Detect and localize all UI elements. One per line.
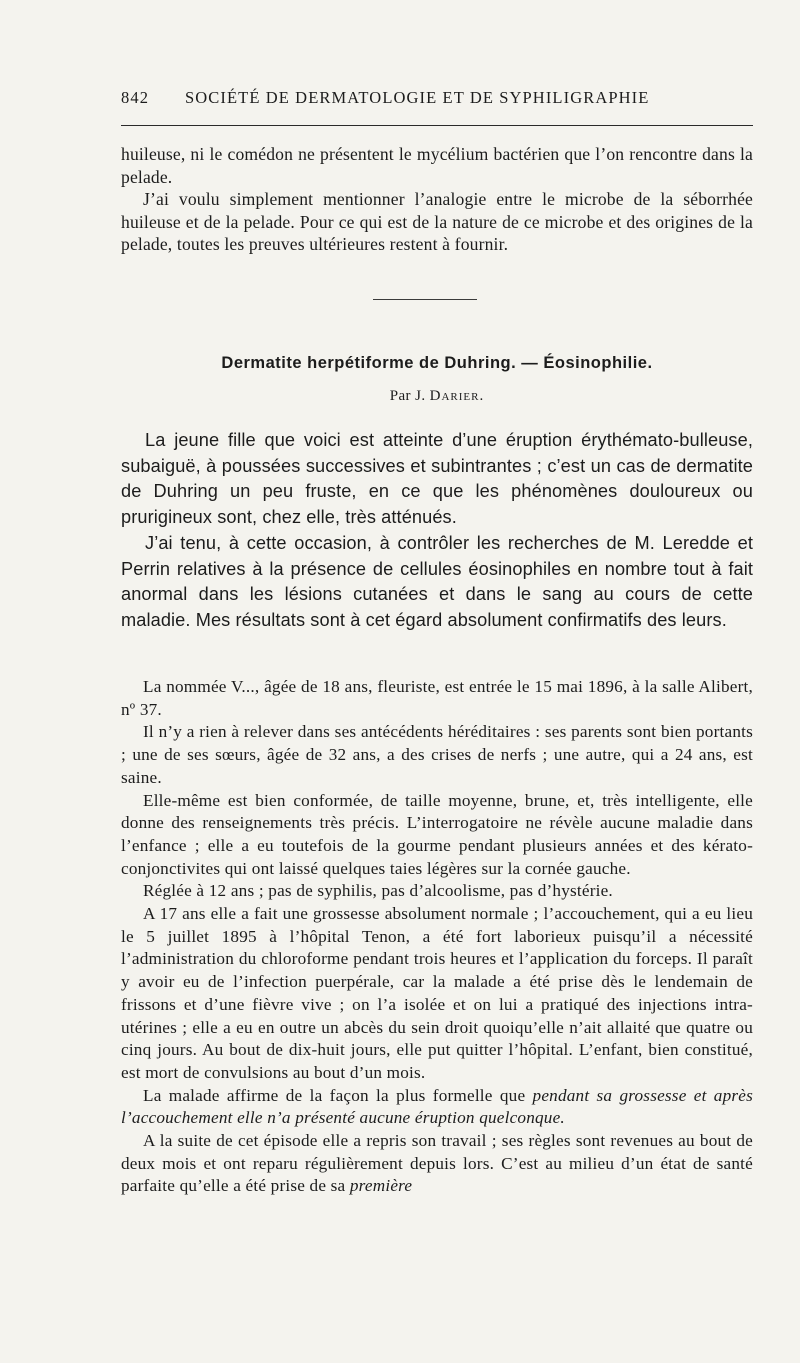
case-paragraph-6 [121,1085,753,1130]
case-paragraph-6-italic: pendant sa grossesse et après l’accouchement elle n’a présenté aucune éruption quelconque. [121,1085,753,1128]
case-paragraph-2: Il n’y a rien à relever dans ses antécédents héréditaires : ses parents sont bien portants ; une de ses sœurs, âgée de 32 ans, a des crises de nerfs ; une autre, qui a 24 ans, est saine. [121,722,753,787]
case-paragraph-5: A 17 ans elle a fait une grossesse absolument normale ; l’accouchement, qui a eu lieu le 5 juillet 1895 à l’hôpital Tenon, a été fort laborieux puisqu’il a nécessité l’administration du chloroforme pendant trois heures et l’application du forceps. Il paraît y avoir eu de l’infection puerpérale, car la malade a été prise dès le lendemain de frissons et d’une fièvre vive ; on l’a isolée et on lui a pratiqué des injections intra-utérines ; elle a eu en outre un abcès du sein droit quoiqu’elle n’ait allaité que quatre ou cinq jours. Au bout de dix-huit jours, elle put quitter l’hôpital. L’enfant, bien constitué, est mort de convulsions au bout d’un mois. [121,904,753,1082]
intro-section [121,143,753,256]
article-byline [121,388,753,405]
byline-prefix: Par J. [389,388,426,404]
running-header [121,88,753,114]
case-report-section [121,676,753,1198]
lead-paragraph-1: La jeune fille que voici est atteinte d’une éruption érythémato-bulleuse, subaiguë, à poussées successives et subintrantes ; c’est un cas de dermatite de Duhring un peu fruste, en ce que les phénomènes douloureux ou prurigineux sont, chez elle, très atténués. [121,430,753,528]
byline-author: Darier. [429,388,485,404]
case-paragraph-7-italic: première [349,1176,413,1196]
case-paragraph-6-text: La malade affirme de la façon la plus formelle que [143,1085,526,1105]
lead-section [121,428,753,634]
lead-paragraph-2: J’ai tenu, à cette occasion, à contrôler les recherches de M. Leredde et Perrin relatives à la présence de cellules éosinophiles en nombre tout à fait anormal dans les lésions cutanées et dans le sang au cours de cette maladie. Mes résultats sont à cet égard absolument confirmatifs des leurs. [121,532,753,630]
case-paragraph-7 [121,1130,753,1198]
intro-paragraph-2: J’ai voulu simplement mentionner l’analogie entre le microbe de la séborrhée huileuse et de la pelade. Pour ce qui est de la nature de ce microbe et des origines de la pelade, toutes les preuves ultérieures restent à fournir. [121,189,753,255]
case-paragraph-1: La nommée V..., âgée de 18 ans, fleuriste, est entrée le 15 mai 1896, à la salle Alibert, nº 37. [121,677,753,719]
article-title: Dermatite herpétiforme de Duhring. — Éosinophilie. [221,354,653,372]
running-title: SOCIÉTÉ DE DERMATOLOGIE ET DE SYPHILIGRAPHIE [185,88,650,107]
header-rule [121,125,753,126]
case-paragraph-3: Elle-même est bien conformée, de taille moyenne, brune, et, très intelligente, elle donne des renseignements très précis. L’interrogatoire ne révèle aucune maladie dans l’enfance ; elle a eu toutefois de la gourme pendant plusieurs années et des kérato-conjonctivites qui ont laissé quelques taies légères sur la cornée gauche. [121,790,753,878]
intro-paragraph-1: huileuse, ni le comédon ne présentent le mycélium bactérien que l’on rencontre dans la pelade. [121,144,753,187]
case-paragraph-7-text: A la suite de cet épisode elle a repris son travail ; ses règles sont revenues au bout de deux mois et ont reparu régulièrement depuis lors. C’est au milieu d’un état de santé parfaite qu’elle a été prise de sa [121,1131,753,1196]
case-paragraph-4: Réglée à 12 ans ; pas de syphilis, pas d’alcoolisme, pas d’hystérie. [143,881,613,901]
section-separator [373,299,477,300]
page-number: 842 [121,88,150,107]
